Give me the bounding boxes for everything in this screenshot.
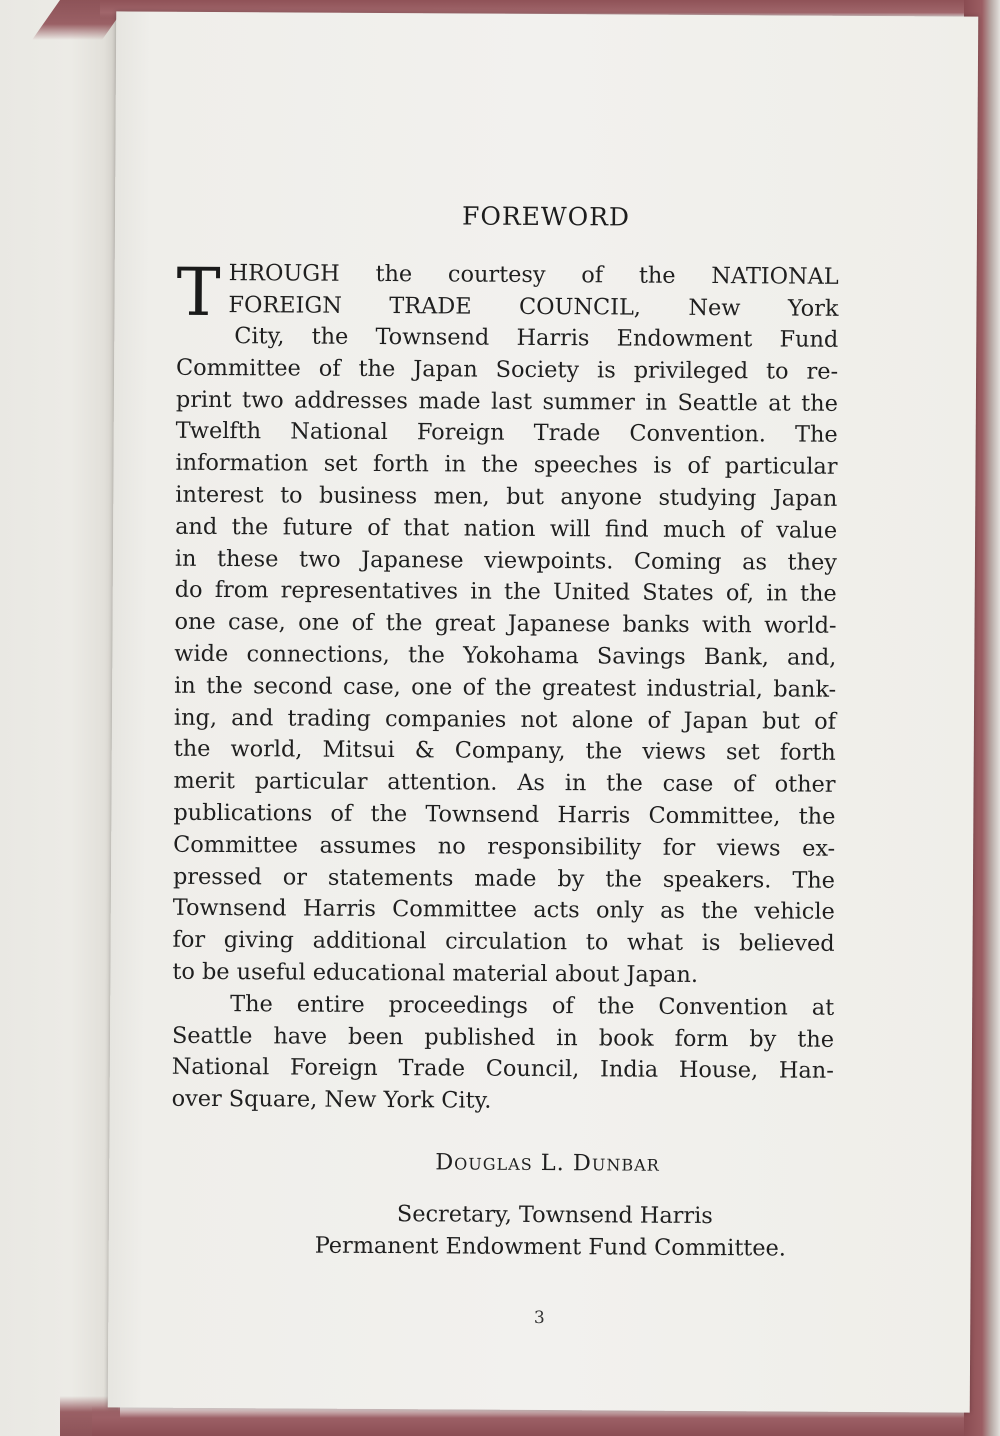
text-line: merit particular attention. As in the case of other <box>173 767 836 798</box>
text-line: HROUGH the courtesy of the NATIONAL <box>228 260 839 290</box>
text-line: information set forth in the speeches is of particular <box>175 449 838 480</box>
booklet-page <box>108 11 979 1412</box>
text-line: Twelfth National Foreign Trade Convention. The <box>175 418 838 449</box>
foreword-body <box>171 253 839 1120</box>
facing-page <box>0 0 118 1436</box>
text-line: print two addresses made last summer in Seattle at the <box>175 386 838 417</box>
paragraph-2 <box>172 988 835 1119</box>
page-number: 3 <box>533 1307 545 1329</box>
opening-lines <box>228 258 838 325</box>
text-line: The entire proceedings of the Convention at <box>230 990 835 1021</box>
text-line: in these two Japanese viewpoints. Coming as they <box>174 545 837 576</box>
paragraph-1 <box>172 321 838 993</box>
text-line: do from representatives in the United States of, in the <box>174 577 837 608</box>
text-line: to be useful educational material about Japan. <box>172 958 699 988</box>
text-line: Seattle have been published in book form by the <box>171 1022 835 1053</box>
signatory-title-line-2: Permanent Endowment Fund Committee. <box>314 1232 787 1262</box>
text-line: National Foreign Trade Council, India House, Han- <box>171 1054 834 1085</box>
opening-block <box>176 253 839 357</box>
text-line: one case, one of the great Japanese banks with world- <box>174 608 837 639</box>
text-line: the world, Mitsui & Company, the views set forth <box>173 736 836 767</box>
text-line: for giving additional circulation to what is believed <box>172 926 835 957</box>
text-line: Committee of the Japan Society is privileged to re- <box>176 354 839 385</box>
text-line: over Square, New York City. <box>171 1085 492 1114</box>
text-line: City, the Townsend Harris Endowment Fund <box>234 323 839 353</box>
text-line: FOREIGN TRADE COUNCIL, New York <box>228 291 839 322</box>
drop-cap: T <box>176 253 221 332</box>
text-line: publications of the Townsend Harris Committee, the <box>173 799 836 830</box>
text-line: wide connections, the Yokohama Savings Bank, and, <box>174 640 837 671</box>
text-line: Committee assumes no responsibility for views ex- <box>173 831 836 862</box>
text-line: Townsend Harris Committee acts only as the vehicle <box>172 895 835 926</box>
text-line: interest to business men, but anyone studying Japan <box>175 481 838 512</box>
text-line: in the second case, one of the greatest industrial, bank- <box>174 672 837 703</box>
signatory-name: Douglas L. Dunbar <box>435 1149 660 1177</box>
text-line: pressed or statements made by the speakers. The <box>172 863 836 894</box>
page-title: FOREWORD <box>461 201 631 232</box>
text-line: and the future of that nation will find much of value <box>175 513 838 544</box>
text-line: ing, and trading companies not alone of Japan but of <box>173 704 837 735</box>
signatory-title-line-1: Secretary, Townsend Harris <box>396 1201 713 1230</box>
